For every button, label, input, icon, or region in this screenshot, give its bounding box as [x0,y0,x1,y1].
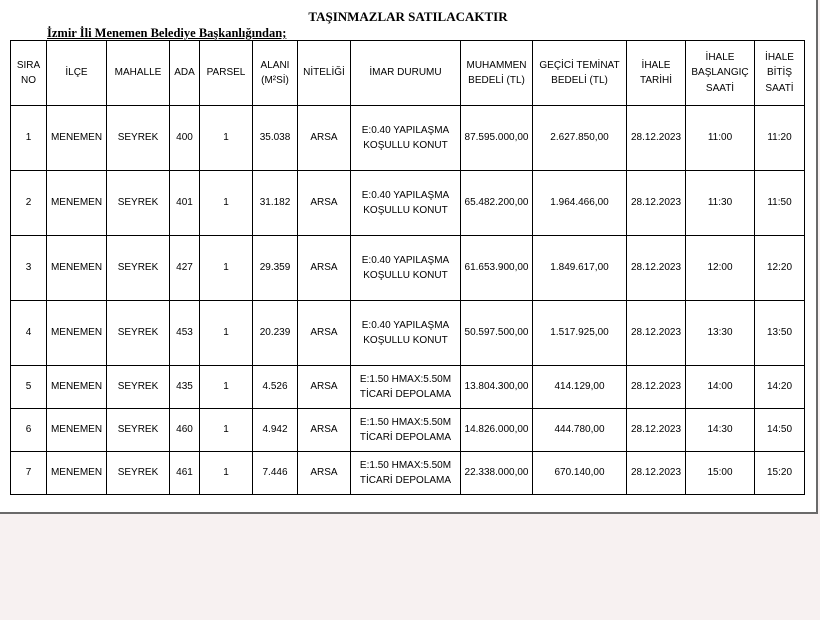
cell-nitelik: ARSA [298,171,351,236]
cell-parsel: 1 [200,409,253,452]
header-ada: ADA [170,41,200,106]
cell-parsel: 1 [200,366,253,409]
cell-nitelik: ARSA [298,452,351,495]
cell-ada: 401 [170,171,200,236]
table-row [11,301,805,366]
cell-nitelik: ARSA [298,106,351,171]
header-imar-durumu: İMAR DURUMU [351,41,461,106]
cell-teminat: 1.964.466,00 [533,171,627,236]
cell-ada: 400 [170,106,200,171]
header-niteligi: NİTELİĞİ [298,41,351,106]
cell-bitis: 13:50 [755,301,805,366]
header-muhammen-bedeli: MUHAMMEN BEDELİ (TL) [461,41,533,106]
header-gecici-teminat: GEÇİCİ TEMİNAT BEDELİ (TL) [533,41,627,106]
cell-alan: 7.446 [253,452,298,495]
cell-imar: E:0.40 YAPILAŞMA KOŞULLU KONUT [351,236,461,301]
cell-ilce: MENEMEN [47,409,107,452]
cell-parsel: 1 [200,236,253,301]
cell-ilce: MENEMEN [47,236,107,301]
cell-baslangic: 11:00 [686,106,755,171]
header-alani: ALANI (M²Sİ) [253,41,298,106]
table-row [11,366,805,409]
cell-ada: 435 [170,366,200,409]
cell-bitis: 14:20 [755,366,805,409]
header-ihale-tarihi: İHALE TARİHİ [627,41,686,106]
cell-muhammen: 65.482.200,00 [461,171,533,236]
cell-mahalle: SEYREK [107,171,170,236]
cell-ilce: MENEMEN [47,106,107,171]
cell-teminat: 670.140,00 [533,452,627,495]
cell-no: 6 [11,409,47,452]
cell-baslangic: 14:00 [686,366,755,409]
cell-bitis: 14:50 [755,409,805,452]
cell-tarih: 28.12.2023 [627,366,686,409]
cell-muhammen: 50.597.500,00 [461,301,533,366]
cell-muhammen: 22.338.000,00 [461,452,533,495]
cell-no: 2 [11,171,47,236]
header-ihale-baslangic: İHALE BAŞLANGIÇ SAATİ [686,41,755,106]
cell-imar: E:1.50 HMAX:5.50M TİCARİ DEPOLAMA [351,366,461,409]
cell-imar: E:0.40 YAPILAŞMA KOŞULLU KONUT [351,106,461,171]
cell-baslangic: 14:30 [686,409,755,452]
cell-tarih: 28.12.2023 [627,409,686,452]
cell-ada: 453 [170,301,200,366]
cell-nitelik: ARSA [298,366,351,409]
property-sale-table [10,40,805,495]
cell-bitis: 15:20 [755,452,805,495]
cell-baslangic: 11:30 [686,171,755,236]
cell-ilce: MENEMEN [47,301,107,366]
cell-imar: E:0.40 YAPILAŞMA KOŞULLU KONUT [351,171,461,236]
cell-tarih: 28.12.2023 [627,236,686,301]
cell-no: 7 [11,452,47,495]
cell-tarih: 28.12.2023 [627,106,686,171]
cell-no: 3 [11,236,47,301]
cell-bitis: 11:20 [755,106,805,171]
cell-teminat: 414.129,00 [533,366,627,409]
cell-baslangic: 13:30 [686,301,755,366]
table-row [11,106,805,171]
cell-baslangic: 15:00 [686,452,755,495]
cell-ilce: MENEMEN [47,366,107,409]
cell-no: 5 [11,366,47,409]
cell-muhammen: 14.826.000,00 [461,409,533,452]
cell-alan: 31.182 [253,171,298,236]
cell-tarih: 28.12.2023 [627,452,686,495]
cell-imar: E:1.50 HMAX:5.50M TİCARİ DEPOLAMA [351,452,461,495]
cell-muhammen: 87.595.000,00 [461,106,533,171]
cell-parsel: 1 [200,452,253,495]
cell-imar: E:0.40 YAPILAŞMA KOŞULLU KONUT [351,301,461,366]
header-sira-no: SIRA NO [11,41,47,106]
cell-alan: 20.239 [253,301,298,366]
cell-alan: 4.526 [253,366,298,409]
table-row [11,236,805,301]
cell-parsel: 1 [200,301,253,366]
document-title: TAŞINMAZLAR SATILACAKTIR [308,9,508,24]
cell-nitelik: ARSA [298,409,351,452]
cell-no: 4 [11,301,47,366]
cell-teminat: 2.627.850,00 [533,106,627,171]
table-header-row [11,41,805,106]
cell-parsel: 1 [200,106,253,171]
cell-nitelik: ARSA [298,301,351,366]
cell-tarih: 28.12.2023 [627,301,686,366]
cell-no: 1 [11,106,47,171]
header-mahalle: MAHALLE [107,41,170,106]
cell-teminat: 1.849.617,00 [533,236,627,301]
cell-tarih: 28.12.2023 [627,171,686,236]
cell-ada: 460 [170,409,200,452]
cell-mahalle: SEYREK [107,301,170,366]
cell-mahalle: SEYREK [107,409,170,452]
cell-ilce: MENEMEN [47,452,107,495]
cell-mahalle: SEYREK [107,366,170,409]
cell-imar: E:1.50 HMAX:5.50M TİCARİ DEPOLAMA [351,409,461,452]
cell-alan: 29.359 [253,236,298,301]
cell-ada: 427 [170,236,200,301]
header-ilce: İLÇE [47,41,107,106]
table-row [11,171,805,236]
cell-ilce: MENEMEN [47,171,107,236]
document-subtitle: İzmir İli Menemen Belediye Başkanlığından; [47,26,287,40]
cell-nitelik: ARSA [298,236,351,301]
cell-mahalle: SEYREK [107,452,170,495]
cell-mahalle: SEYREK [107,236,170,301]
cell-alan: 4.942 [253,409,298,452]
cell-bitis: 12:20 [755,236,805,301]
cell-parsel: 1 [200,171,253,236]
cell-baslangic: 12:00 [686,236,755,301]
cell-teminat: 1.517.925,00 [533,301,627,366]
cell-mahalle: SEYREK [107,106,170,171]
cell-alan: 35.038 [253,106,298,171]
table-row [11,452,805,495]
cell-muhammen: 13.804.300,00 [461,366,533,409]
cell-bitis: 11:50 [755,171,805,236]
header-parsel: PARSEL [200,41,253,106]
cell-muhammen: 61.653.900,00 [461,236,533,301]
cell-teminat: 444.780,00 [533,409,627,452]
table-row [11,409,805,452]
header-ihale-bitis: İHALE BİTİŞ SAATİ [755,41,805,106]
cell-ada: 461 [170,452,200,495]
